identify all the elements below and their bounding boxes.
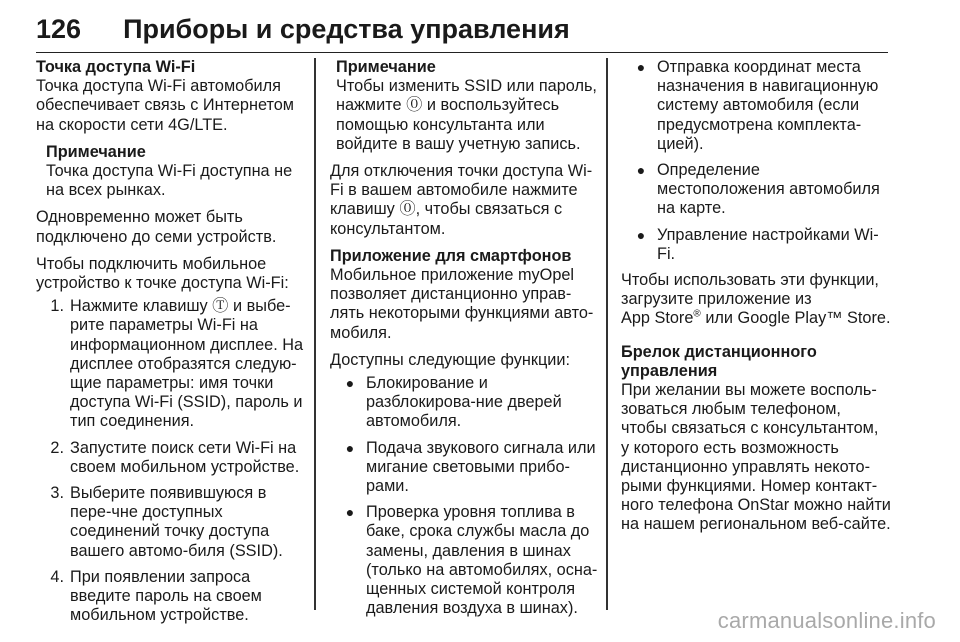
list-item [36, 568, 306, 626]
bullet-text: Блокирование и разблокирова-ние дверей автомобиля. [366, 374, 562, 431]
bullet-text: Определение местоположения автомобиля на карте. [657, 161, 880, 218]
paragraph: Для отключения точки доступа Wi-Fi в вашем автомобиле нажмите клавишу ⓪, чтобы связаться с консультантом. [330, 162, 593, 238]
text-span: или Google Play™ Store. [700, 309, 891, 328]
features-list-continued [621, 58, 891, 264]
step-number: 1. [50, 297, 64, 316]
watermark: carmanualsonline.info [717, 608, 936, 633]
bullet-text: Отправка координат места назначения в навигационную систему автомобиля (если предусмотрена комплекта-цией). [657, 58, 879, 153]
column-1 [36, 58, 306, 632]
step-text: При появлении запроса введите пароль на своем мобильном устройстве. [70, 567, 262, 625]
section-heading-wifi: Точка доступа Wi-Fi [36, 58, 196, 76]
note-box [46, 143, 306, 201]
note-box [336, 58, 600, 154]
bullet-text: Проверка уровня топлива в баке, срока службы масла до замены, давления в шинах (только на автомобилях, осна-щенных системой контроля давления воздуха в шинах). [366, 503, 598, 618]
paragraph [621, 271, 891, 329]
step-text: Выберите появившуюся в пере-чне доступных соединений точку доступа вашего автомо-биля (SSID). [70, 484, 283, 560]
list-item [36, 297, 306, 431]
page-header [36, 14, 888, 53]
bullet-icon: ● [636, 59, 646, 75]
paragraph: Чтобы подключить мобильное устройство к точке доступа Wi-Fi: [36, 254, 289, 293]
note-title: Примечание [46, 142, 146, 161]
column-2 [330, 58, 600, 625]
list-item [36, 439, 306, 477]
list-item [330, 374, 600, 432]
list-item [621, 161, 891, 219]
page-title: Приборы и средства управления [123, 14, 570, 44]
note-title: Примечание [336, 58, 436, 76]
wifi-intro: Точка доступа Wi-Fi автомобиля обеспечивает связь с Интернетом на скорости сети 4G/LTE. [36, 77, 294, 134]
text-span: Чтобы использовать эти функции, загрузите приложение из [621, 271, 879, 309]
bullet-text: Подача звукового сигнала или мигание световыми прибо-рами. [366, 438, 596, 496]
step-number: 2. [50, 438, 64, 457]
list-item [621, 58, 891, 154]
step-number: 4. [50, 567, 64, 586]
paragraph: При желании вы можете восполь-зоваться любым телефоном, чтобы связаться с консультантом, у которого есть возможность дистанционно управлять некото-рыми функциями. Номер контакт-ного телефона OnStar можно найти на нашем региональном веб-сайте. [621, 381, 891, 534]
list-item [621, 226, 891, 264]
step-number: 3. [50, 484, 64, 503]
column-3 [621, 58, 891, 543]
list-item [330, 503, 600, 618]
bullet-icon: ● [345, 439, 355, 456]
note-text: Чтобы изменить SSID или пароль, нажмите ⓪ и воспользуйтесь помощью консультанта или войдите в вашу учетную запись. [336, 77, 597, 153]
section-heading-app: Приложение для смартфонов [330, 246, 572, 265]
list-item [330, 439, 600, 497]
note-text: Точка доступа Wi-Fi доступна не на всех рынках. [46, 162, 293, 200]
steps-list [36, 297, 306, 625]
registered-mark: ® [693, 309, 701, 321]
paragraph: Доступны следующие функции: [330, 350, 570, 369]
paragraph: Мобильное приложение myOpel позволяет дистанционно управ-лять некоторыми функциями авто-мобиля. [330, 266, 594, 342]
column-divider [606, 58, 608, 610]
bullet-text: Управление настройками Wi-Fi. [657, 225, 879, 263]
features-list [330, 374, 600, 618]
bullet-icon: ● [345, 375, 355, 392]
paragraph: Одновременно может быть подключено до семи устройств. [36, 208, 277, 246]
section-heading-remote: Брелок дистанционного управления [621, 342, 817, 380]
bullet-icon: ● [636, 162, 646, 179]
text-span: App Store [621, 309, 694, 328]
column-divider [314, 58, 316, 610]
step-text: Нажмите клавишу Ⓣ и выбе-рите параметры Wi-Fi на информационном дисплее. На дисплее отобразятся следую-щие параметры: имя точки доступа Wi-Fi (SSID), пароль и тип соединения. [70, 297, 304, 431]
page-number: 126 [36, 14, 82, 44]
list-item [36, 484, 306, 561]
bullet-icon: ● [345, 504, 355, 521]
bullet-icon: ● [636, 226, 646, 243]
step-text: Запустите поиск сети Wi-Fi на своем мобильном устройстве. [70, 438, 300, 476]
